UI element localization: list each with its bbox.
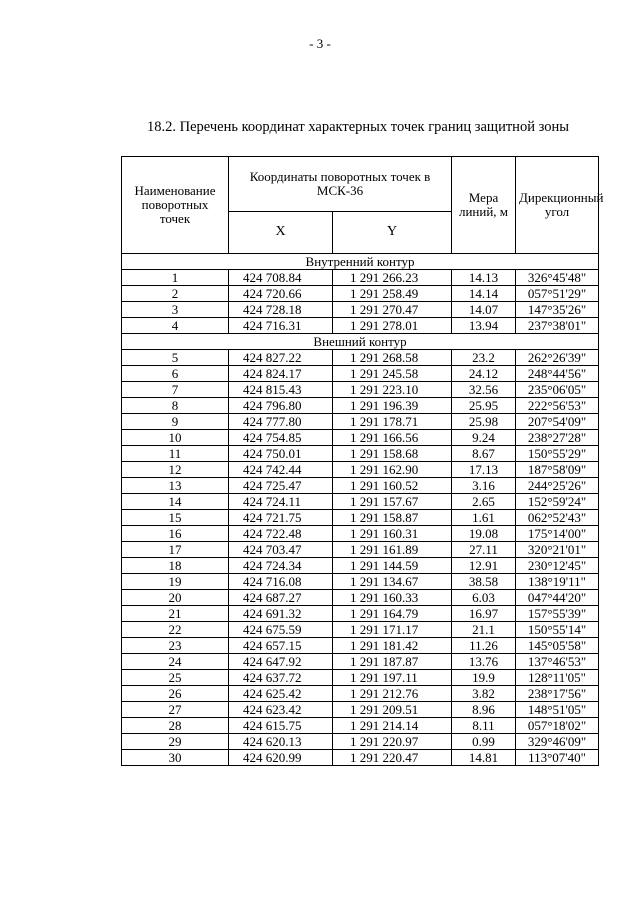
line-measure-cell: 14.07: [452, 302, 516, 318]
y-coordinate-cell: 1 291 270.47: [333, 302, 452, 318]
table-row: [122, 718, 599, 734]
direction-angle-cell: 137°46'53": [516, 654, 599, 670]
y-coordinate-cell: 1 291 196.39: [333, 398, 452, 414]
x-coordinate-cell: 424 716.08: [229, 574, 333, 590]
table-row: [122, 750, 599, 766]
point-number-cell: 2: [122, 286, 229, 302]
direction-angle-cell: 150°55'29": [516, 446, 599, 462]
direction-angle-cell: 244°25'26": [516, 478, 599, 494]
point-number-cell: 17: [122, 542, 229, 558]
x-coordinate-cell: 424 708.84: [229, 270, 333, 286]
section-title: Внутренний контур: [122, 254, 599, 270]
table-row: [122, 318, 599, 334]
table-row: [122, 478, 599, 494]
y-coordinate-cell: 1 291 181.42: [333, 638, 452, 654]
section-title: Внешний контур: [122, 334, 599, 350]
direction-angle-cell: 222°56'53": [516, 398, 599, 414]
line-measure-cell: 12.91: [452, 558, 516, 574]
x-coordinate-cell: 424 720.66: [229, 286, 333, 302]
table-row: [122, 382, 599, 398]
x-coordinate-cell: 424 742.44: [229, 462, 333, 478]
line-measure-cell: 19.9: [452, 670, 516, 686]
y-coordinate-cell: 1 291 220.97: [333, 734, 452, 750]
x-coordinate-cell: 424 815.43: [229, 382, 333, 398]
line-measure-cell: 17.13: [452, 462, 516, 478]
line-measure-cell: 19.08: [452, 526, 516, 542]
page-number: - 3 -: [309, 36, 331, 51]
table-row: [122, 430, 599, 446]
y-coordinate-cell: 1 291 258.49: [333, 286, 452, 302]
direction-angle-cell: 207°54'09": [516, 414, 599, 430]
x-coordinate-cell: 424 827.22: [229, 350, 333, 366]
y-coordinate-cell: 1 291 171.17: [333, 622, 452, 638]
table-row: [122, 302, 599, 318]
direction-angle-cell: 062°52'43": [516, 510, 599, 526]
line-measure-cell: 8.67: [452, 446, 516, 462]
direction-angle-cell: 148°51'05": [516, 702, 599, 718]
direction-angle-cell: 262°26'39": [516, 350, 599, 366]
point-number-cell: 16: [122, 526, 229, 542]
x-coordinate-cell: 424 721.75: [229, 510, 333, 526]
y-coordinate-cell: 1 291 197.11: [333, 670, 452, 686]
table-row: [122, 414, 599, 430]
table-row: [122, 686, 599, 702]
point-number-cell: 26: [122, 686, 229, 702]
y-coordinate-cell: 1 291 160.33: [333, 590, 452, 606]
direction-angle-cell: 326°45'48": [516, 270, 599, 286]
direction-angle-cell: 248°44'56": [516, 366, 599, 382]
x-coordinate-cell: 424 716.31: [229, 318, 333, 334]
section-row: [122, 334, 599, 350]
line-measure-cell: 14.81: [452, 750, 516, 766]
direction-angle-cell: 057°51'29": [516, 286, 599, 302]
point-number-cell: 27: [122, 702, 229, 718]
x-coordinate-cell: 424 623.42: [229, 702, 333, 718]
line-measure-cell: 23.2: [452, 350, 516, 366]
line-measure-cell: 13.94: [452, 318, 516, 334]
table-row: [122, 734, 599, 750]
direction-angle-cell: 329°46'09": [516, 734, 599, 750]
x-coordinate-cell: 424 620.13: [229, 734, 333, 750]
y-coordinate-cell: 1 291 178.71: [333, 414, 452, 430]
point-number-cell: 22: [122, 622, 229, 638]
direction-angle-cell: 238°17'56": [516, 686, 599, 702]
line-measure-cell: 3.82: [452, 686, 516, 702]
line-measure-cell: 14.13: [452, 270, 516, 286]
point-number-cell: 8: [122, 398, 229, 414]
direction-angle-cell: 150°55'14": [516, 622, 599, 638]
line-measure-cell: 3.16: [452, 478, 516, 494]
direction-angle-cell: 113°07'40": [516, 750, 599, 766]
point-number-cell: 20: [122, 590, 229, 606]
table-row: [122, 590, 599, 606]
y-coordinate-cell: 1 291 212.76: [333, 686, 452, 702]
point-number-cell: 13: [122, 478, 229, 494]
line-measure-cell: 21.1: [452, 622, 516, 638]
line-measure-cell: 1.61: [452, 510, 516, 526]
point-number-cell: 1: [122, 270, 229, 286]
y-coordinate-cell: 1 291 268.58: [333, 350, 452, 366]
direction-angle-cell: 128°11'05": [516, 670, 599, 686]
point-number-cell: 28: [122, 718, 229, 734]
x-coordinate-cell: 424 724.34: [229, 558, 333, 574]
y-coordinate-cell: 1 291 245.58: [333, 366, 452, 382]
line-measure-cell: 8.96: [452, 702, 516, 718]
x-coordinate-cell: 424 728.18: [229, 302, 333, 318]
x-coordinate-cell: 424 647.92: [229, 654, 333, 670]
line-measure-cell: 24.12: [452, 366, 516, 382]
y-coordinate-cell: 1 291 160.52: [333, 478, 452, 494]
header-x: X: [229, 211, 333, 253]
y-coordinate-cell: 1 291 162.90: [333, 462, 452, 478]
y-coordinate-cell: 1 291 144.59: [333, 558, 452, 574]
line-measure-cell: 2.65: [452, 494, 516, 510]
point-number-cell: 4: [122, 318, 229, 334]
point-number-cell: 15: [122, 510, 229, 526]
direction-angle-cell: 157°55'39": [516, 606, 599, 622]
x-coordinate-cell: 424 625.42: [229, 686, 333, 702]
y-coordinate-cell: 1 291 278.01: [333, 318, 452, 334]
header-coordinates: Координаты поворотных точек в МСК-36: [229, 157, 452, 212]
y-coordinate-cell: 1 291 209.51: [333, 702, 452, 718]
table-row: [122, 654, 599, 670]
x-coordinate-cell: 424 796.80: [229, 398, 333, 414]
point-number-cell: 6: [122, 366, 229, 382]
y-coordinate-cell: 1 291 134.67: [333, 574, 452, 590]
y-coordinate-cell: 1 291 157.67: [333, 494, 452, 510]
table-row: [122, 494, 599, 510]
table-row: [122, 366, 599, 382]
table-row: [122, 542, 599, 558]
direction-angle-cell: 187°58'09": [516, 462, 599, 478]
line-measure-cell: 27.11: [452, 542, 516, 558]
table-row: [122, 526, 599, 542]
line-measure-cell: 14.14: [452, 286, 516, 302]
coordinates-table: [121, 156, 604, 766]
header-y: Y: [333, 211, 452, 253]
direction-angle-cell: 057°18'02": [516, 718, 599, 734]
y-coordinate-cell: 1 291 160.31: [333, 526, 452, 542]
x-coordinate-cell: 424 777.80: [229, 414, 333, 430]
point-number-cell: 29: [122, 734, 229, 750]
line-measure-cell: 32.56: [452, 382, 516, 398]
y-coordinate-cell: 1 291 161.89: [333, 542, 452, 558]
point-number-cell: 7: [122, 382, 229, 398]
point-number-cell: 23: [122, 638, 229, 654]
point-number-cell: 25: [122, 670, 229, 686]
direction-angle-cell: 237°38'01": [516, 318, 599, 334]
x-coordinate-cell: 424 620.99: [229, 750, 333, 766]
header-line-measure: Мера линий, м: [452, 157, 516, 254]
direction-angle-cell: 235°06'05": [516, 382, 599, 398]
table-row: [122, 574, 599, 590]
table-row: [122, 702, 599, 718]
point-number-cell: 11: [122, 446, 229, 462]
table-row: [122, 638, 599, 654]
x-coordinate-cell: 424 637.72: [229, 670, 333, 686]
y-coordinate-cell: 1 291 166.56: [333, 430, 452, 446]
line-measure-cell: 25.95: [452, 398, 516, 414]
point-number-cell: 18: [122, 558, 229, 574]
point-number-cell: 5: [122, 350, 229, 366]
section-row: [122, 254, 599, 270]
line-measure-cell: 6.03: [452, 590, 516, 606]
y-coordinate-cell: 1 291 220.47: [333, 750, 452, 766]
line-measure-cell: 13.76: [452, 654, 516, 670]
y-coordinate-cell: 1 291 187.87: [333, 654, 452, 670]
direction-angle-cell: 238°27'28": [516, 430, 599, 446]
table-row: [122, 350, 599, 366]
direction-angle-cell: 152°59'24": [516, 494, 599, 510]
table-row: [122, 510, 599, 526]
y-coordinate-cell: 1 291 164.79: [333, 606, 452, 622]
line-measure-cell: 11.26: [452, 638, 516, 654]
x-coordinate-cell: 424 615.75: [229, 718, 333, 734]
x-coordinate-cell: 424 691.32: [229, 606, 333, 622]
line-measure-cell: 9.24: [452, 430, 516, 446]
section-heading: 18.2. Перечень координат характерных точек границ защитной зоны: [147, 119, 569, 135]
point-number-cell: 3: [122, 302, 229, 318]
direction-angle-cell: 175°14'00": [516, 526, 599, 542]
x-coordinate-cell: 424 675.59: [229, 622, 333, 638]
direction-angle-cell: 145°05'58": [516, 638, 599, 654]
table-row: [122, 558, 599, 574]
line-measure-cell: 8.11: [452, 718, 516, 734]
x-coordinate-cell: 424 687.27: [229, 590, 333, 606]
y-coordinate-cell: 1 291 158.87: [333, 510, 452, 526]
y-coordinate-cell: 1 291 223.10: [333, 382, 452, 398]
x-coordinate-cell: 424 750.01: [229, 446, 333, 462]
direction-angle-cell: 230°12'45": [516, 558, 599, 574]
table-row: [122, 670, 599, 686]
point-number-cell: 21: [122, 606, 229, 622]
table-row: [122, 398, 599, 414]
table-row: [122, 446, 599, 462]
line-measure-cell: 0.99: [452, 734, 516, 750]
y-coordinate-cell: 1 291 266.23: [333, 270, 452, 286]
point-number-cell: 30: [122, 750, 229, 766]
x-coordinate-cell: 424 725.47: [229, 478, 333, 494]
point-number-cell: 10: [122, 430, 229, 446]
line-measure-cell: 38.58: [452, 574, 516, 590]
y-coordinate-cell: 1 291 214.14: [333, 718, 452, 734]
direction-angle-cell: 138°19'11": [516, 574, 599, 590]
direction-angle-cell: 047°44'20": [516, 590, 599, 606]
table-row: [122, 286, 599, 302]
x-coordinate-cell: 424 703.47: [229, 542, 333, 558]
line-measure-cell: 16.97: [452, 606, 516, 622]
y-coordinate-cell: 1 291 158.68: [333, 446, 452, 462]
x-coordinate-cell: 424 824.17: [229, 366, 333, 382]
x-coordinate-cell: 424 657.15: [229, 638, 333, 654]
x-coordinate-cell: 424 754.85: [229, 430, 333, 446]
table-body: [122, 254, 599, 766]
x-coordinate-cell: 424 722.48: [229, 526, 333, 542]
point-number-cell: 9: [122, 414, 229, 430]
table-row: [122, 622, 599, 638]
point-number-cell: 12: [122, 462, 229, 478]
point-number-cell: 19: [122, 574, 229, 590]
x-coordinate-cell: 424 724.11: [229, 494, 333, 510]
table-row: [122, 270, 599, 286]
point-number-cell: 14: [122, 494, 229, 510]
table-row: [122, 606, 599, 622]
direction-angle-cell: 147°35'26": [516, 302, 599, 318]
header-direction-angle: Дирекционный угол: [516, 157, 599, 254]
table-row: [122, 462, 599, 478]
point-number-cell: 24: [122, 654, 229, 670]
direction-angle-cell: 320°21'01": [516, 542, 599, 558]
header-point-name: Наименование поворотных точек: [122, 157, 229, 254]
line-measure-cell: 25.98: [452, 414, 516, 430]
